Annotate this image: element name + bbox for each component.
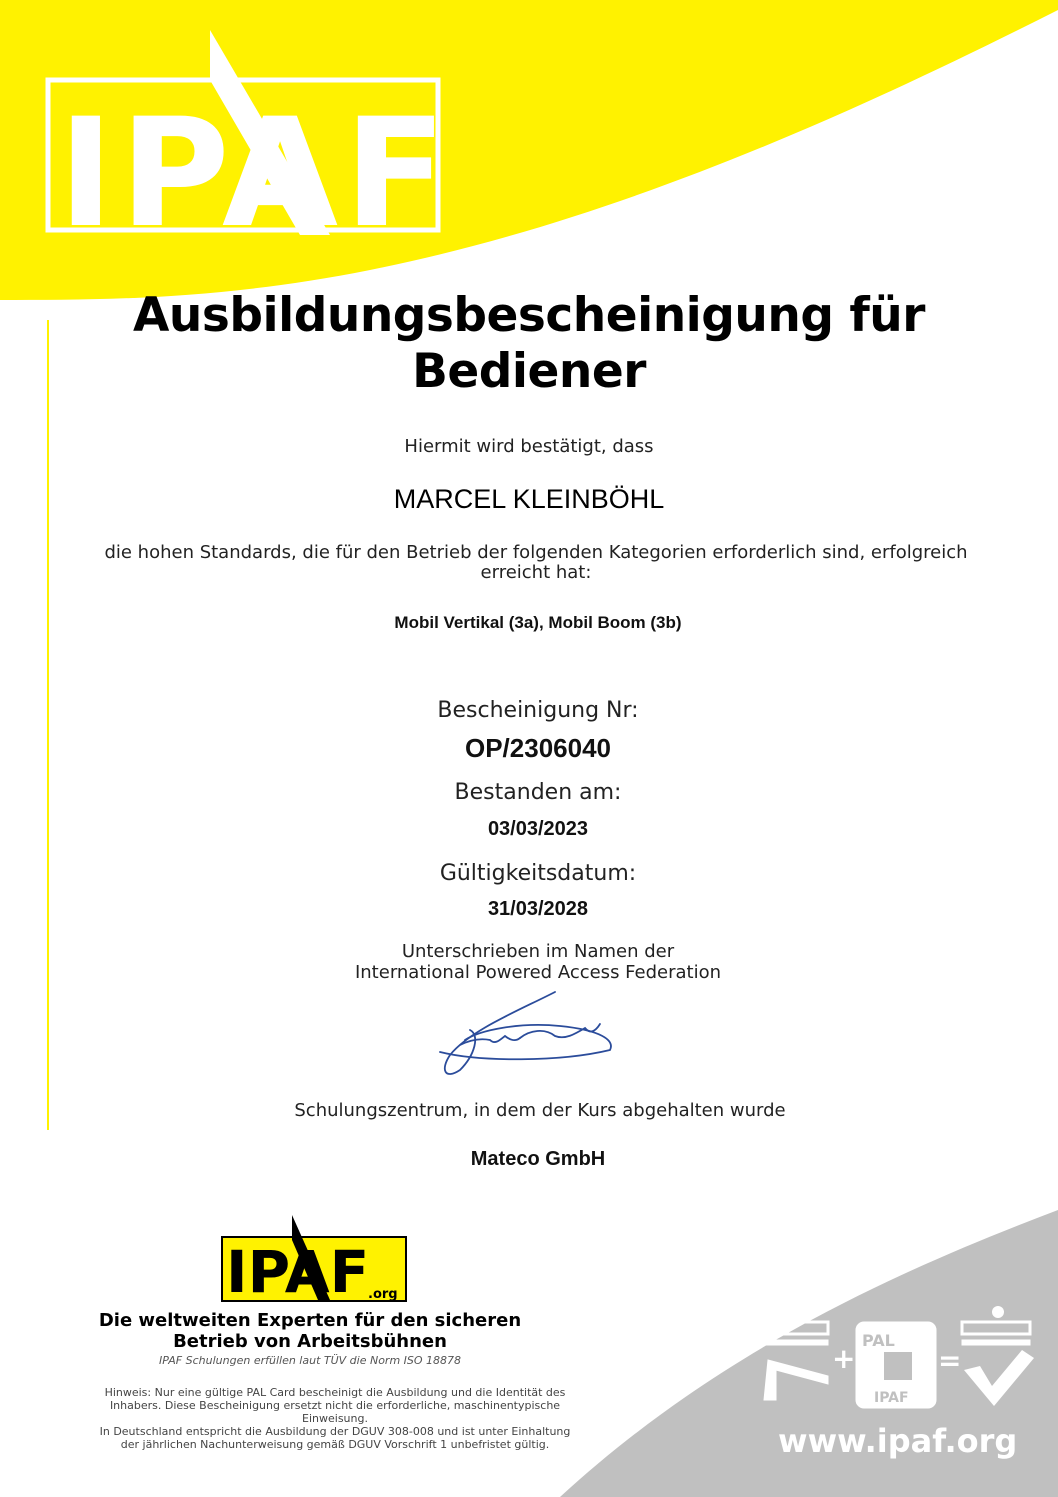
equals-sign: =	[938, 1344, 962, 1377]
signed-line2: International Powered Access Federation	[354, 962, 722, 983]
categories: Mobil Vertikal (3a), Mobil Boom (3b)	[394, 613, 682, 632]
slogan-line2: Betrieb von Arbeitsbühnen	[173, 1331, 447, 1352]
passed-label: Bestanden am:	[454, 780, 622, 805]
notice-line1: Hinweis: Nur eine gültige PAL Card bescheinigt die Ausbildung und die Identität des	[104, 1386, 566, 1399]
certificate-title	[40, 288, 1018, 400]
slogan	[60, 1310, 560, 1352]
slogan-line1: Die weltweiten Experten für den sicheren	[98, 1310, 522, 1331]
plus-sign: +	[832, 1342, 856, 1375]
expiry-date: 31/03/2028	[487, 898, 589, 920]
notice-line4: In Deutschland entspricht die Ausbildung der DGUV 308-008 und ist unter Einhaltung	[99, 1425, 571, 1438]
website-url: www.ipaf.org	[778, 1422, 1018, 1460]
certificate-number-label: Bescheinigung Nr:	[437, 698, 639, 723]
signed-on-behalf	[0, 941, 1058, 983]
notice-text	[60, 1386, 610, 1451]
notice-line5: der jährlichen Nachunterweisung gemäß DGUV Vorschrift 1 unbefristet gültig.	[120, 1438, 550, 1451]
signature	[440, 992, 611, 1074]
header-logo-text: IPAF	[58, 87, 453, 261]
pal-card-logo: IPAF	[874, 1390, 909, 1406]
holder-name: MARCEL KLEINBÖHL	[393, 484, 665, 514]
standards-text: die hohen Standards, die für den Betrieb der folgenden Kategorien erforderlich sind, erfolgreich erreicht hat:	[104, 542, 968, 583]
footer-logo-suffix: .org	[368, 1287, 398, 1302]
pal-card-icon	[856, 1322, 936, 1408]
signed-line1: Unterschrieben im Namen der	[401, 941, 675, 962]
pal-card-label: PAL	[862, 1331, 895, 1350]
certificate-title-line1: Ausbildungsbescheinigung für	[133, 288, 925, 343]
expiry-label: Gültigkeitsdatum:	[439, 861, 637, 886]
passed-date: 03/03/2023	[487, 818, 589, 840]
certificate-title-line2: Bediener	[412, 344, 646, 399]
iso-norm-note: IPAF Schulungen erfüllen laut TÜV die Norm ISO 18878	[158, 1354, 462, 1367]
training-centre-label: Schulungszentrum, in dem der Kurs abgehalten wurde	[294, 1100, 786, 1121]
ipaf-footer-logo	[222, 1215, 406, 1306]
notice-line3: Einweisung.	[302, 1412, 368, 1425]
training-centre: Mateco GmbH	[470, 1148, 606, 1170]
footer-logo-text: IPAF	[226, 1238, 370, 1306]
certificate-number: OP/2306040	[464, 733, 611, 763]
notice-line2: Inhabers. Diese Bescheinigung ersetzt nicht die erforderliche, maschinentypische	[109, 1399, 561, 1412]
intro-text: Hiermit wird bestätigt, dass	[404, 436, 654, 457]
